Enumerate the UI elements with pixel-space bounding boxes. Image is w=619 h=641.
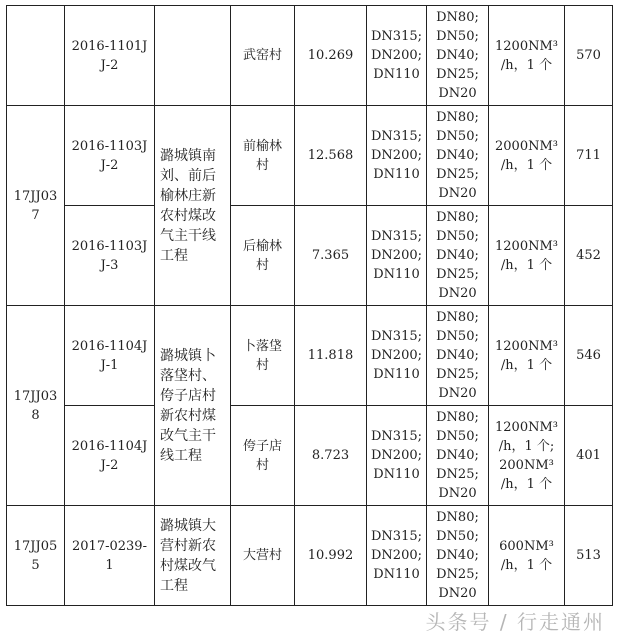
length-cell: 8.723 [295,406,367,506]
code-cell: 17JJ05 5 [7,506,65,606]
village-cell: 前榆林 村 [231,106,295,206]
branch-pipes-cell: DN80; DN50; DN40; DN25; DN20 [427,206,489,306]
village-cell: 武窑村 [231,6,295,106]
code-cell [7,6,65,106]
regulator-cell: 1200NM³ /h，1 个 [489,6,565,106]
project-cell [155,6,231,106]
village-cell: 大营村 [231,506,295,606]
main-pipes-cell: DN315; DN200; DN110 [367,506,427,606]
households-cell: 570 [565,6,613,106]
project-table [6,5,613,606]
households-cell: 711 [565,106,613,206]
length-cell: 7.365 [295,206,367,306]
code-cell: 17JJ03 8 [7,306,65,506]
regulator-cell: 2000NM³ /h，1 个 [489,106,565,206]
regulator-cell: 1200NM³ /h，1 个; 200NM³ /h，1 个 [489,406,565,506]
households-cell: 452 [565,206,613,306]
main-pipes-cell: DN315; DN200; DN110 [367,306,427,406]
contract-cell: 2017-0239- 1 [65,506,155,606]
households-cell: 401 [565,406,613,506]
regulator-cell: 600NM³ /h，1 个 [489,506,565,606]
households-cell: 546 [565,306,613,406]
length-cell: 10.992 [295,506,367,606]
village-cell: 侉子店 村 [231,406,295,506]
households-cell: 513 [565,506,613,606]
length-cell: 12.568 [295,106,367,206]
village-cell: 后榆林 村 [231,206,295,306]
regulator-cell: 1200NM³ /h，1 个 [489,306,565,406]
regulator-cell: 1200NM³ /h，1 个 [489,206,565,306]
main-pipes-cell: DN315; DN200; DN110 [367,6,427,106]
project-cell: 潞城镇南刘、前后榆林庄新农村煤改气主干线工程 [155,106,231,306]
contract-cell: 2016-1104J J-1 [65,306,155,406]
contract-cell: 2016-1103J J-3 [65,206,155,306]
project-cell: 潞城镇卜落垡村、侉子店村新农村煤改气主干线工程 [155,306,231,506]
main-pipes-cell: DN315; DN200; DN110 [367,406,427,506]
table-row [7,406,613,506]
length-cell: 10.269 [295,6,367,106]
table-row [7,6,613,106]
main-pipes-cell: DN315; DN200; DN110 [367,206,427,306]
branch-pipes-cell: DN80; DN50; DN40; DN25; DN20 [427,306,489,406]
table-row [7,206,613,306]
table-row [7,306,613,406]
length-cell: 11.818 [295,306,367,406]
branch-pipes-cell: DN80; DN50; DN40; DN25; DN20 [427,406,489,506]
main-pipes-cell: DN315; DN200; DN110 [367,106,427,206]
branch-pipes-cell: DN80; DN50; DN40; DN25; DN20 [427,506,489,606]
branch-pipes-cell: DN80; DN50; DN40; DN25; DN20 [427,6,489,106]
contract-cell: 2016-1101J J-2 [65,6,155,106]
branch-pipes-cell: DN80; DN50; DN40; DN25; DN20 [427,106,489,206]
village-cell: 卜落垡 村 [231,306,295,406]
contract-cell: 2016-1104J J-2 [65,406,155,506]
project-cell: 潞城镇大营村新农村煤改气工程 [155,506,231,606]
code-cell: 17JJ03 7 [7,106,65,306]
table-row [7,106,613,206]
table-row [7,506,613,606]
contract-cell: 2016-1103J J-2 [65,106,155,206]
watermark: 头条号 / 行走通州 [425,610,605,634]
